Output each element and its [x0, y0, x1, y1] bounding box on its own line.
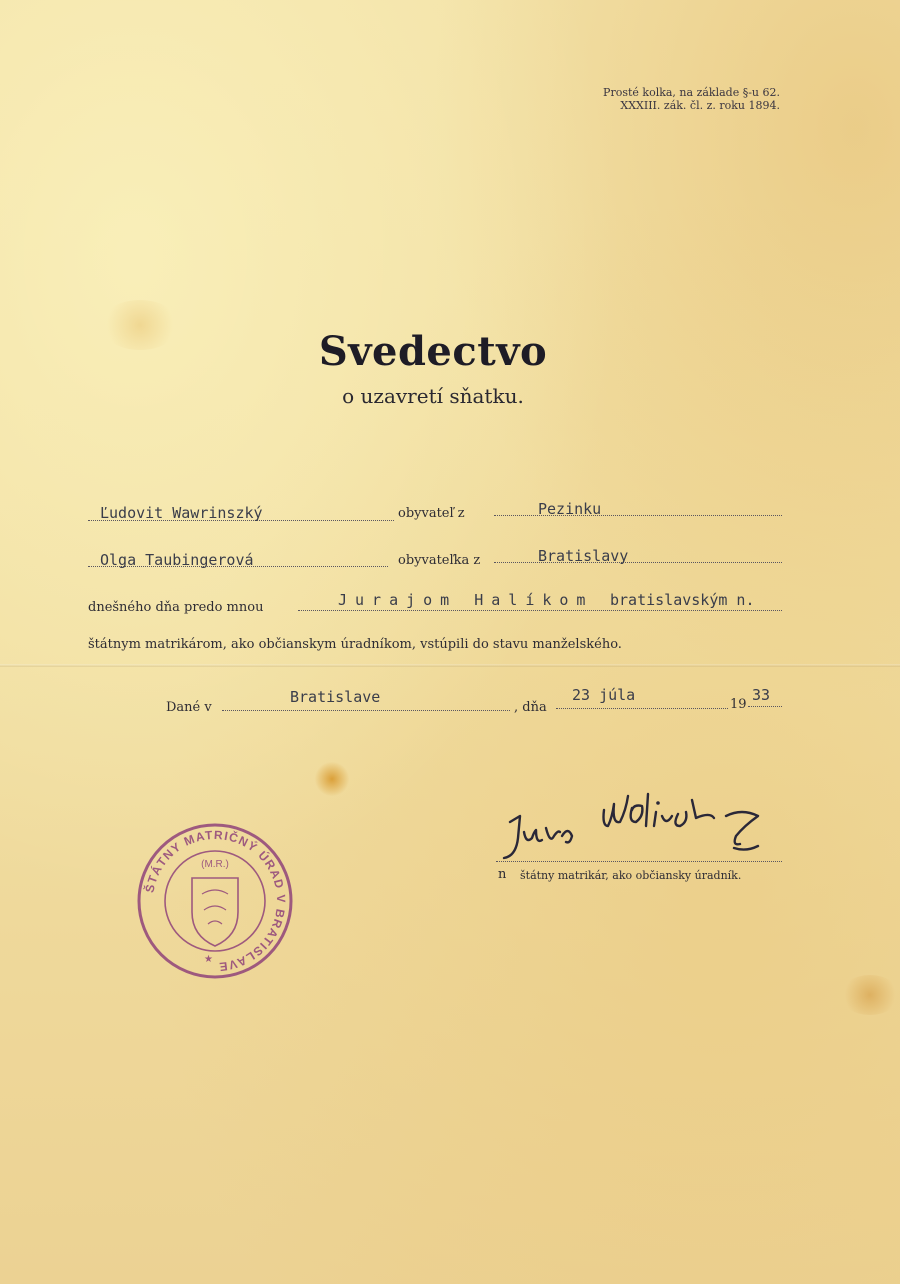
- issued-place: Bratislave: [290, 688, 381, 706]
- officiant-title: bratislavským n.: [610, 591, 755, 609]
- coat-of-arms-icon: [192, 878, 238, 946]
- officiant-name: Jurajom Halíkom: [338, 591, 594, 609]
- document-title: Svedectvo: [318, 328, 548, 375]
- officiant-line: [298, 610, 782, 611]
- signature-caption: štátny matrikár, ako občiansky úradník.: [520, 869, 742, 882]
- bride-name: Olga Taubingerová: [100, 551, 254, 569]
- official-signature: [496, 786, 776, 876]
- stain: [840, 975, 900, 1015]
- svg-text:ŠTÁTNY MATRIČNÝ ÚRAD V BRATISL: [142, 828, 289, 974]
- stamp-duty-note-line1: Prosté kolka, na základe §-u 62.: [603, 86, 780, 99]
- issued-date-label: , dňa: [514, 700, 547, 715]
- groom-resident-label: obyvateľ z: [398, 506, 465, 521]
- groom-place: Pezinku: [538, 500, 602, 518]
- statement-text: štátnym matrikárom, ako občianskym úradníkom, vstúpili do stavu manželského.: [88, 637, 622, 652]
- issued-year-line: [748, 706, 782, 707]
- svg-text:★: ★: [204, 954, 213, 965]
- bride-place: Bratislavy: [538, 547, 629, 565]
- stamp-duty-note: [603, 86, 780, 112]
- issued-year-suffix: 33: [752, 686, 771, 704]
- issued-date-line: [556, 708, 728, 709]
- official-stamp: [134, 820, 296, 982]
- groom-name: Ľudovit Wawrinszký: [100, 504, 263, 522]
- stamp-ring-text: ŠTÁTNY MATRIČNÝ ÚRAD V BRATISLAVE: [142, 827, 289, 975]
- document-subtitle: o uzavretí sňatku.: [342, 384, 524, 408]
- issued-place-label: Dané v: [166, 700, 212, 715]
- issued-place-line: [222, 710, 510, 711]
- signature-prefix: n: [498, 867, 507, 882]
- issued-date: 23 júla: [572, 686, 636, 704]
- signature-line: [496, 861, 782, 862]
- stamp-center-text: (M.R.): [201, 859, 229, 870]
- issued-year-prefix: 19: [730, 697, 747, 712]
- stain: [314, 762, 350, 796]
- stamp-duty-note-line2: XXXIII. zák. čl. z. roku 1894.: [620, 99, 780, 112]
- fold-line: [0, 664, 900, 667]
- officiant-label: dnešného dňa predo mnou: [88, 600, 264, 615]
- bride-resident-label: obyvateľka z: [398, 553, 481, 568]
